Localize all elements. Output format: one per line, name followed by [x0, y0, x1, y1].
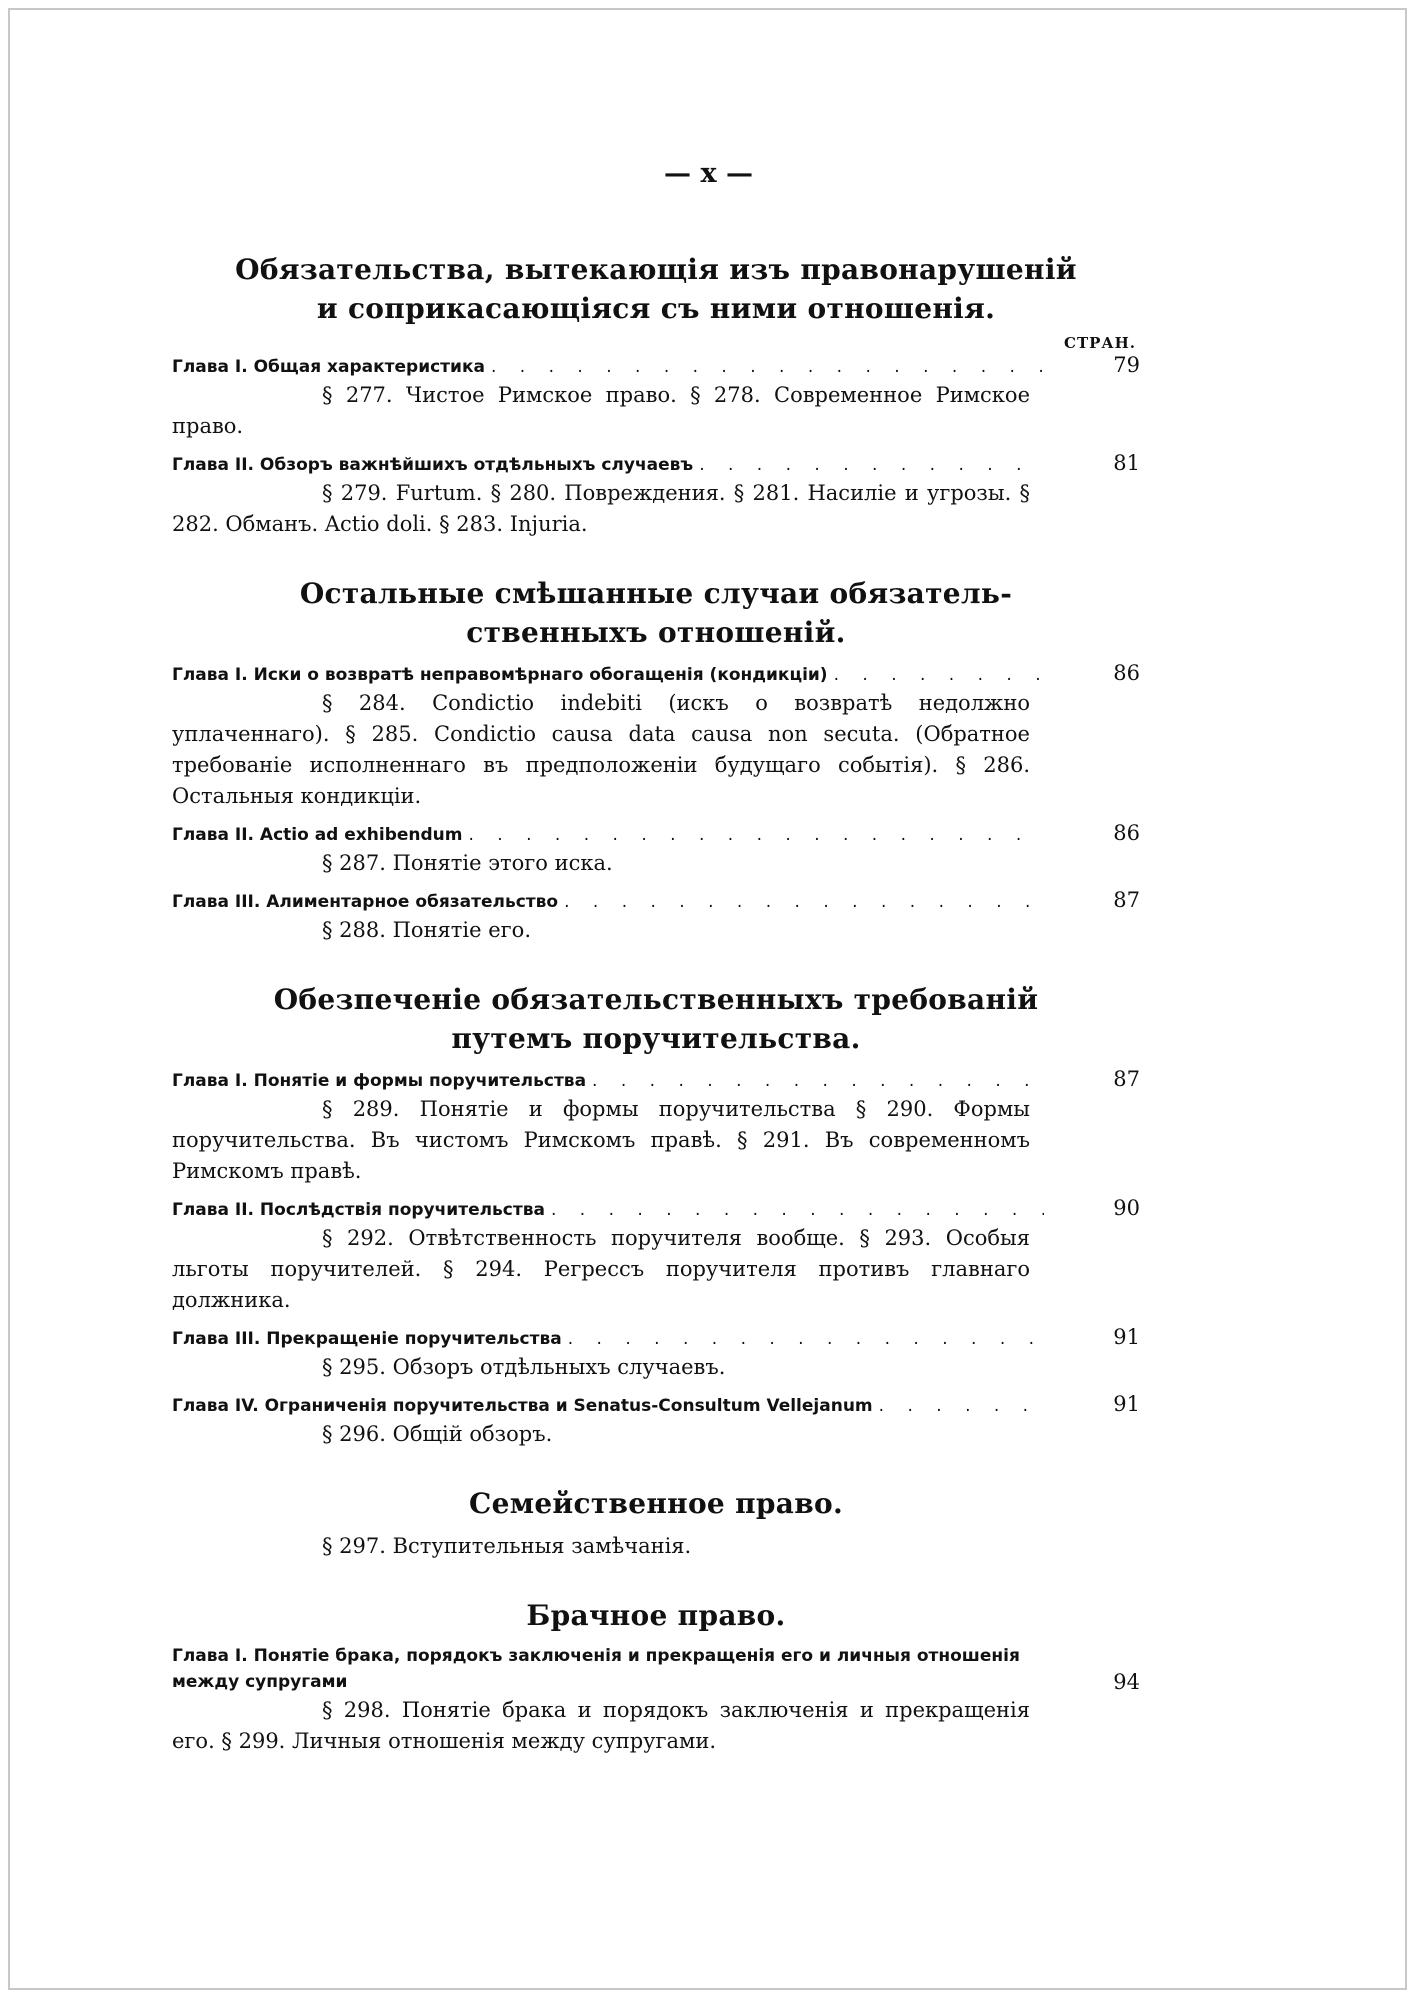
leader-dots: [491, 354, 1044, 380]
chapter-page: 87: [1113, 888, 1140, 912]
section-title-line: Обезпеченіе обязательственныхъ требованій: [273, 983, 1039, 1016]
chapter-entry: [172, 1066, 1140, 1094]
leader-dots: [564, 889, 1044, 915]
chapter-label: Глава I. Понятіе и формы поручительства: [172, 1071, 587, 1091]
chapter-page: 91: [1113, 1392, 1140, 1416]
section-title-line: путемъ поручительства.: [451, 1022, 861, 1055]
leader-dots: [699, 452, 1044, 478]
leader-dots: [568, 1326, 1044, 1352]
chapter-text: § 296. Общій обзоръ.: [322, 1422, 553, 1446]
chapter-label: Глава II. Послѣдствія поручительства: [172, 1200, 545, 1220]
section-title: [172, 1484, 1140, 1523]
chapter-text: § 289. Понятіе и формы поручительства § 290. Формы поручительства. Въ чистомъ Римскомъ правѣ. § 291. Въ современномъ Римскомъ правѣ.: [172, 1097, 1030, 1183]
leader-dots: [551, 1197, 1044, 1223]
chapter-page: 81: [1113, 451, 1140, 475]
section-title: [172, 1596, 1140, 1635]
chapter-page: 90: [1113, 1196, 1140, 1220]
chapter-text: § 295. Обзоръ отдѣльныхъ случаевъ.: [322, 1355, 726, 1379]
toc-content: [172, 250, 1140, 1757]
chapter-label: Глава II. Обзоръ важнѣйшихъ отдѣльныхъ случаевъ: [172, 455, 694, 475]
chapter-page: 79: [1113, 353, 1140, 377]
chapter-entry: [172, 1643, 1140, 1695]
section-title: [172, 574, 1140, 652]
chapter-text: § 279. Furtum. § 280. Повреждения. § 281. Насиліе и угрозы. § 282. Обманъ. Actio doli. § 283. Injuria.: [172, 481, 1030, 536]
chapter-entry: [172, 450, 1140, 478]
section-title-line: и соприкасающіяся съ ними отношенія.: [316, 292, 996, 325]
chapter-text: § 284. Condictio indebiti (искъ о возвратѣ недолжно уплаченнаго). § 285. Condictio causa data causa non secuta. (Обратное требованіе исполненнаго въ предположеніи будущаго событія). § 286. Остальныя кондикціи.: [172, 691, 1030, 808]
section-title: [172, 980, 1140, 1058]
section-title-line: Брачное право.: [526, 1599, 786, 1632]
chapter-text: § 287. Понятіе этого иска.: [322, 851, 613, 875]
leader-dots: [592, 1068, 1044, 1094]
chapter-label: Глава I. Понятіе брака, порядокъ заключенія и прекращенія его и личныя отношенія между супругами: [172, 1646, 1020, 1692]
leader-dots: [469, 822, 1045, 848]
chapter-entry: [172, 1391, 1140, 1419]
chapter-text: § 277. Чистое Римское право. § 278. Современное Римское право.: [172, 383, 1030, 438]
chapter-entry: [172, 352, 1140, 380]
chapter-page: 87: [1113, 1067, 1140, 1091]
chapter-entry: [172, 820, 1140, 848]
chapter-label: Глава II. Actio ad exhibendum: [172, 825, 463, 845]
page-column-header: СТРАН.: [1064, 334, 1136, 352]
section-title-line: Обязательства, вытекающія изъ правонарушеній: [235, 253, 1077, 286]
chapter-page: 94: [1113, 1670, 1140, 1694]
chapter-text: § 298. Понятіе брака и порядокъ заключенія и прекращенія его. § 299. Личныя отношенія между супругами.: [172, 1698, 1030, 1753]
section-title-line: Семейственное право.: [469, 1487, 843, 1520]
chapter-entry: [172, 1195, 1140, 1223]
chapter-entry: [172, 887, 1140, 915]
chapter-label: Глава IV. Ограниченія поручительства и Senatus-Consultum Vellejanum: [172, 1396, 873, 1416]
chapter-text: § 288. Понятіе его.: [322, 918, 531, 942]
leader-dots: [834, 662, 1044, 688]
chapter-text: § 292. Отвѣтственность поручителя вообще. § 293. Особыя льготы поручителей. § 294. Регрессъ поручителя противъ главнаго должника.: [172, 1226, 1030, 1312]
section-title-line: Остальные смѣшанные случаи обязатель-: [299, 577, 1013, 610]
section-intro: § 297. Вступительныя замѣчанія.: [322, 1534, 692, 1558]
chapter-entry: [172, 1324, 1140, 1352]
page-number: — x —: [664, 158, 753, 189]
section-title-line: ственныхъ отношеній.: [466, 616, 846, 649]
section-title: [172, 250, 1140, 328]
chapter-entry: [172, 660, 1140, 688]
chapter-label: Глава III. Прекращеніе поручительства: [172, 1329, 562, 1349]
leader-dots: [879, 1393, 1044, 1419]
chapter-page: 86: [1113, 661, 1140, 685]
chapter-page: 86: [1113, 821, 1140, 845]
chapter-page: 91: [1113, 1325, 1140, 1349]
chapter-label: Глава I. Общая характеристика: [172, 357, 485, 377]
chapter-label: Глава III. Алиментарное обязательство: [172, 892, 559, 912]
chapter-label: Глава I. Иски о возвратѣ неправомѣрнаго обогащенія (кондикціи): [172, 665, 828, 685]
